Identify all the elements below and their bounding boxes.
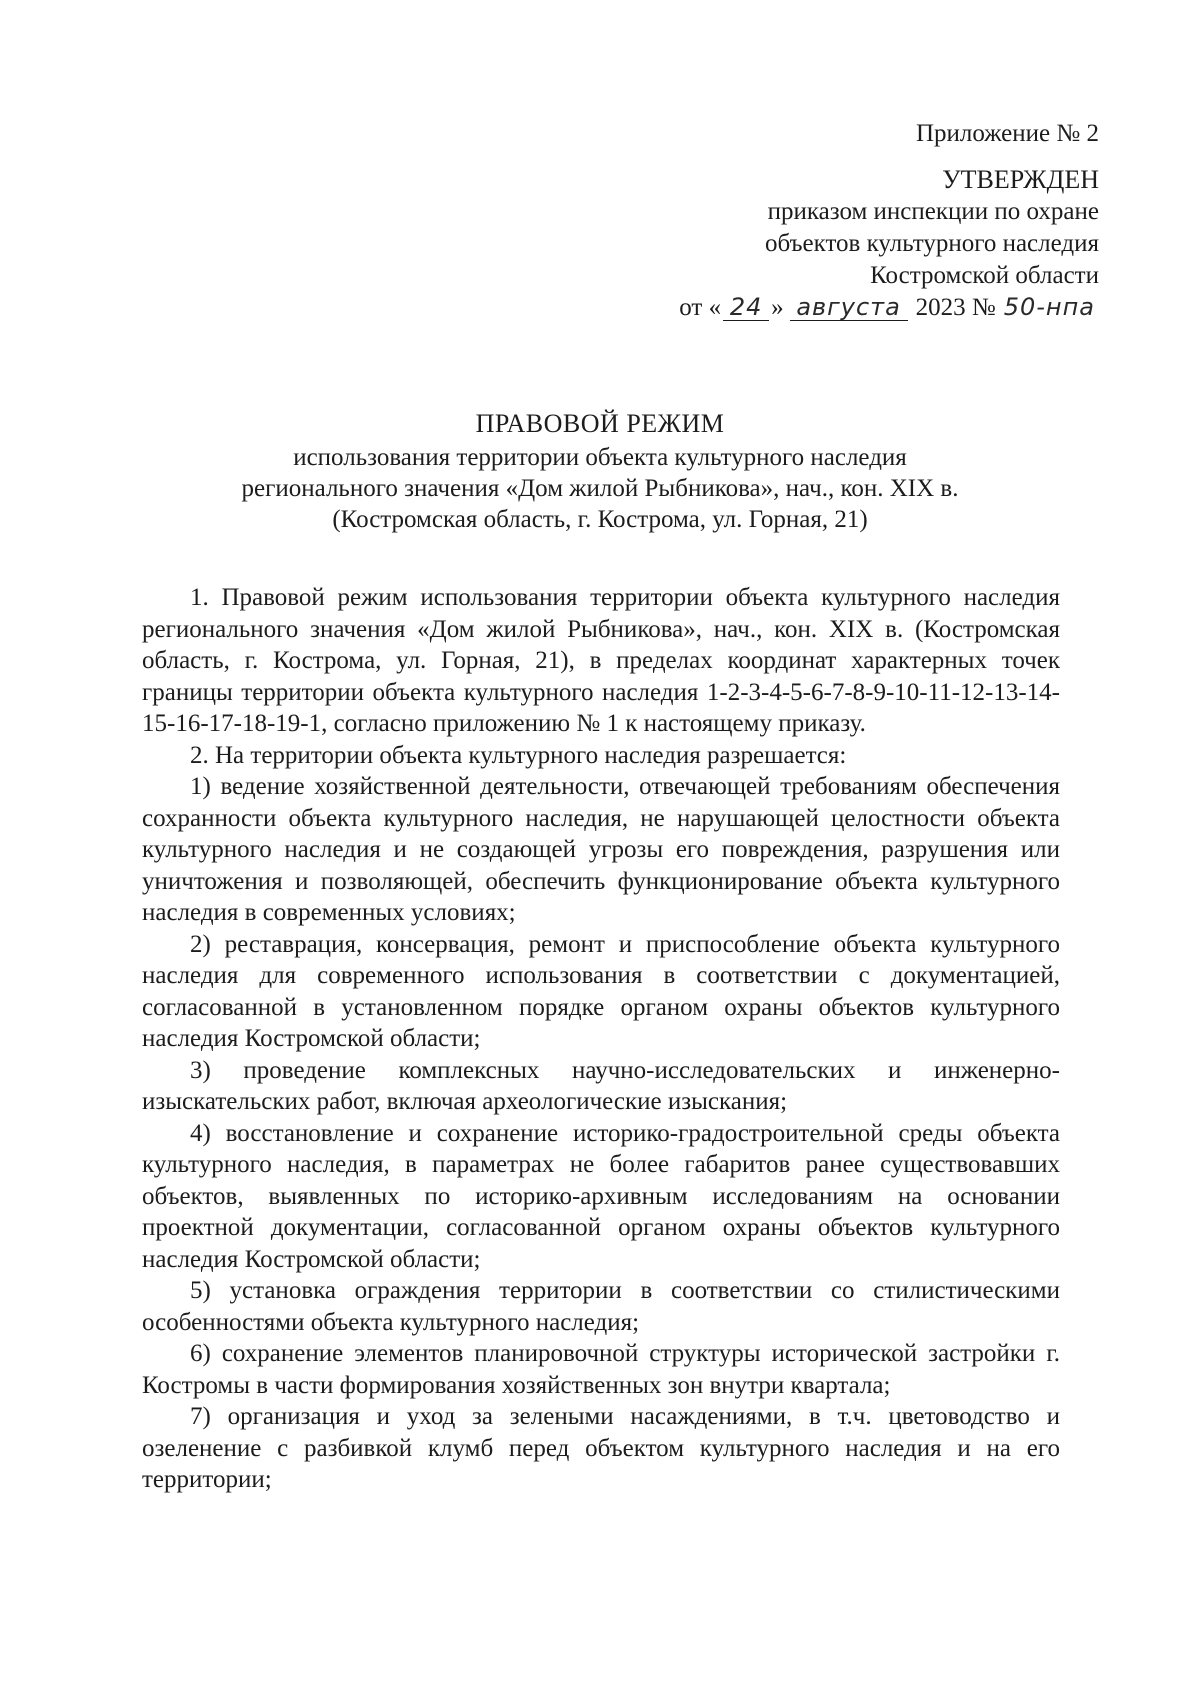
paragraph-2-item-5: 5) установка ограждения территории в соответствии со стилистическими особенностями объекта культурного наследия; xyxy=(142,1277,1060,1336)
annex-number: Приложение № 2 xyxy=(915,120,1099,147)
document-title: ПРАВОВОЙ РЕЖИМ xyxy=(475,409,725,438)
document-heading xyxy=(160,408,1040,535)
paragraph-2-item-6: 6) сохранение элементов планировочной структуры исторической застройки г. Костромы в части формирования хозяйственных зон внутри квартала; xyxy=(142,1340,1060,1399)
paragraph-2-item-7: 7) организация и уход за зелеными насаждениями, в т.ч. цветоводство и озеленение с разбивкой клумб перед объектом культурного наследия и на его территории; xyxy=(142,1403,1060,1493)
paragraph-1: 1. Правовой режим использования территории объекта культурного наследия регионального значения «Дом жилой Рыбникова», нач., кон. XIX в. (Костромская область, г. Кострома, ул. Горная, 21), в пределах координат характерных точек границы территории объекта культурного наследия 1-2-3-4-5-6-7-8-9-10-11-12-13-14-15-16-17-18-19-1, согласно приложению № 1 к настоящему приказу. xyxy=(142,584,1060,737)
handwritten-day: 24 xyxy=(723,294,769,321)
order-date-line xyxy=(679,292,1099,324)
date-quote-close: » xyxy=(771,294,784,321)
handwritten-month: августа xyxy=(790,294,908,321)
approval-line-2: объектов культурного наследия xyxy=(765,230,1099,257)
approval-line-3: Костромской области xyxy=(870,262,1099,289)
approved-stamp-text: УТВЕРЖДЕН xyxy=(942,165,1099,194)
date-prefix: от « xyxy=(679,294,722,321)
document-subtitle-line-3: (Костромская область, г. Кострома, ул. Горная, 21) xyxy=(332,506,868,533)
approval-line-1: приказом инспекции по охране xyxy=(767,198,1099,225)
document-subtitle-line-2: регионального значения «Дом жилой Рыбникова», нач., кон. XIX в. xyxy=(241,475,959,502)
handwritten-order-number: 50-нпа xyxy=(1003,293,1095,321)
document-body xyxy=(142,582,1060,1496)
approval-block xyxy=(579,118,1099,324)
date-year: 2023 № xyxy=(915,294,996,321)
document-subtitle-line-1: использования территории объекта культурного наследия xyxy=(293,444,907,471)
paragraph-2-item-2: 2) реставрация, консервация, ремонт и приспособление объекта культурного наследия для современного использования в соответствии с документацией, согласованной в установленном порядке органом охраны объектов культурного наследия Костромской области; xyxy=(142,930,1060,1052)
paragraph-2-item-4: 4) восстановление и сохранение историко-градостроительной среды объекта культурного наследия, в параметрах не более габаритов ранее существовавших объектов, выявленных по историко-архивным исследованиям на основании проектной документации, согласованной органом охраны объектов культурного наследия Костромской области; xyxy=(142,1119,1060,1273)
paragraph-2-item-3: 3) проведение комплексных научно-исследовательских и инженерно-изыскательских работ, включая археологические изыскания; xyxy=(142,1056,1060,1115)
paragraph-2-item-1: 1) ведение хозяйственной деятельности, отвечающей требованиям обеспечения сохранности объекта культурного наследия, не нарушающей целостности объекта культурного наследия и не создающей угрозы его повреждения, разрушения или уничтожения и позволяющей, обеспечить функционирование объекта культурного наследия в современных условиях; xyxy=(142,773,1060,926)
paragraph-2: 2. На территории объекта культурного наследия разрешается: xyxy=(190,741,847,769)
